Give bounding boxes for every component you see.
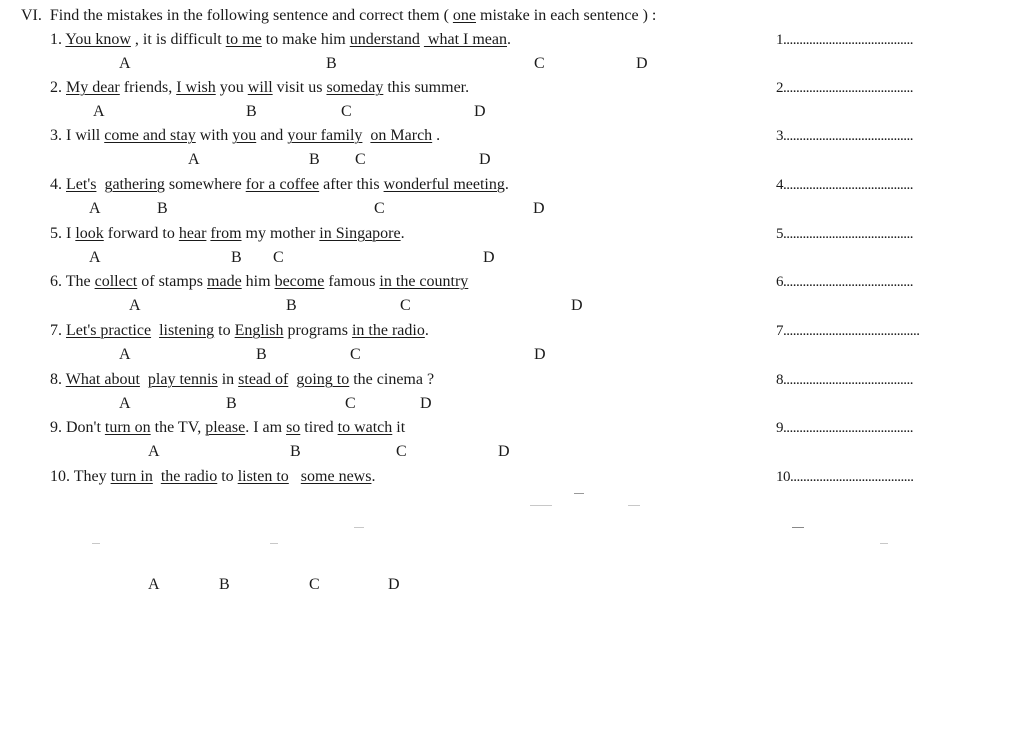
sentence-text: . xyxy=(400,225,405,242)
underlined-option: to watch xyxy=(337,419,393,436)
sentence-text: my mother xyxy=(241,225,320,242)
underlined-option: become xyxy=(274,273,325,290)
option-letter-d: D xyxy=(388,576,400,593)
sentence-text: with xyxy=(195,127,233,144)
underlined-option: you xyxy=(232,127,257,144)
answer-blank[interactable]: 10...................................... xyxy=(776,469,914,485)
sentence-text: . xyxy=(504,176,509,193)
sentence-text: . xyxy=(507,31,511,48)
scan-artifact xyxy=(270,543,278,544)
option-letter-c: C xyxy=(350,346,361,363)
sentence-text: forward to xyxy=(103,225,179,242)
answer-blank[interactable]: 6........................................ xyxy=(776,274,913,290)
sentence-text: friends, xyxy=(119,79,177,96)
option-letter-d: D xyxy=(498,443,510,460)
question-sentence xyxy=(50,128,440,144)
answer-blank[interactable]: 4........................................ xyxy=(776,177,913,193)
question-sentence xyxy=(50,226,405,242)
underlined-option: turn in xyxy=(110,468,153,485)
sentence-text xyxy=(151,322,159,339)
sentence-text: somewhere xyxy=(164,176,246,193)
answer-blank[interactable]: 8........................................ xyxy=(776,372,913,388)
underlined-option: Let's practice xyxy=(66,322,152,339)
heading-text-after: mistake in each sentence ) : xyxy=(480,7,657,24)
heading-emph: one xyxy=(452,7,476,24)
underlined-option: turn on xyxy=(104,419,151,436)
option-letter-b: B xyxy=(231,249,242,266)
option-letter-c: C xyxy=(273,249,284,266)
sentence-text: . xyxy=(371,468,376,485)
underlined-option: You know xyxy=(65,31,131,48)
sentence-text: this summer. xyxy=(383,79,470,96)
question-number: 9. xyxy=(50,419,62,436)
sentence-text: the TV, xyxy=(150,419,206,436)
sentence-text xyxy=(153,468,161,485)
option-letter-c: C xyxy=(341,103,352,120)
underlined-option: English xyxy=(234,322,284,339)
sentence-text: in xyxy=(217,371,239,388)
question-sentence xyxy=(50,372,434,388)
underlined-option: some news xyxy=(300,468,372,485)
option-letter-b: B xyxy=(290,443,301,460)
underlined-option: My dear xyxy=(66,79,120,96)
underlined-option: in the country xyxy=(379,273,469,290)
question-number: 3. xyxy=(50,127,62,144)
option-letter-b: B xyxy=(286,297,297,314)
underlined-option: made xyxy=(207,273,242,290)
option-letter-b: B xyxy=(256,346,267,363)
sentence-text: and xyxy=(256,127,288,144)
option-letter-b: B xyxy=(157,200,168,217)
sentence-text: to xyxy=(214,322,235,339)
sentence-text: it xyxy=(392,419,406,436)
option-letter-a: A xyxy=(89,249,101,266)
sentence-text: . xyxy=(424,322,429,339)
sentence-text: the cinema ? xyxy=(349,371,435,388)
sentence-text: . xyxy=(432,127,441,144)
answer-blank[interactable]: 2........................................ xyxy=(776,80,913,96)
underlined-option: from xyxy=(210,225,242,242)
underlined-option: stead of xyxy=(238,371,289,388)
question-number: 4. xyxy=(50,176,62,193)
underlined-option: play tennis xyxy=(147,371,218,388)
option-letter-b: B xyxy=(226,395,237,412)
sentence-text xyxy=(140,371,148,388)
question-sentence xyxy=(50,469,375,485)
sentence-text: after this xyxy=(319,176,384,193)
option-letter-b: B xyxy=(326,55,337,72)
question-number: 6. xyxy=(50,273,62,290)
underlined-option: look xyxy=(75,225,104,242)
option-letter-b: B xyxy=(246,103,257,120)
option-letter-b: B xyxy=(309,151,320,168)
underlined-option: on March xyxy=(370,127,433,144)
option-letter-d: D xyxy=(479,151,491,168)
underlined-option: come and stay xyxy=(104,127,196,144)
option-letter-a: A xyxy=(188,151,200,168)
question-sentence xyxy=(50,80,469,96)
underlined-option: will xyxy=(247,79,273,96)
underlined-option: listening xyxy=(159,322,215,339)
option-letter-c: C xyxy=(309,576,320,593)
option-letter-a: A xyxy=(148,576,160,593)
question-number: 7. xyxy=(50,322,62,339)
option-letter-d: D xyxy=(533,200,545,217)
question-number: 5. xyxy=(50,225,62,242)
option-letter-a: A xyxy=(129,297,141,314)
sentence-text: of stamps xyxy=(137,273,208,290)
answer-blank[interactable]: 3........................................ xyxy=(776,128,913,144)
underlined-option: gathering xyxy=(104,176,165,193)
option-letter-d: D xyxy=(483,249,495,266)
question-number: 8. xyxy=(50,371,62,388)
underlined-option: someday xyxy=(326,79,384,96)
option-letter-d: D xyxy=(571,297,583,314)
option-letter-a: A xyxy=(119,395,131,412)
option-letter-a: A xyxy=(119,346,131,363)
answer-blank[interactable]: 7.......................................... xyxy=(776,323,920,339)
sentence-text: to xyxy=(217,468,238,485)
underlined-option: going to xyxy=(296,371,350,388)
question-sentence xyxy=(50,32,511,48)
scan-artifact xyxy=(628,505,640,506)
question-number: 10. xyxy=(50,468,70,485)
sentence-text: They xyxy=(73,468,111,485)
exercise-number: VI. xyxy=(21,7,42,24)
option-letter-c: C xyxy=(355,151,366,168)
question-number: 2. xyxy=(50,79,62,96)
scan-artifact xyxy=(792,527,804,528)
option-letter-d: D xyxy=(534,346,546,363)
sentence-text: I xyxy=(66,225,76,242)
question-number: 1. xyxy=(50,31,62,48)
exercise-heading xyxy=(21,8,656,24)
underlined-option: hear xyxy=(178,225,207,242)
option-letter-a: A xyxy=(89,200,101,217)
sentence-text: I will xyxy=(66,127,105,144)
scan-artifact xyxy=(92,543,100,544)
answer-blank[interactable]: 5........................................ xyxy=(776,226,913,242)
underlined-option: the radio xyxy=(160,468,218,485)
sentence-text: tired xyxy=(300,419,338,436)
underlined-option: What about xyxy=(65,371,140,388)
underlined-option: please xyxy=(205,419,246,436)
question-sentence xyxy=(50,420,405,436)
sentence-text: visit us xyxy=(272,79,327,96)
underlined-option: I wish xyxy=(176,79,216,96)
sentence-text: him xyxy=(241,273,275,290)
option-letter-a: A xyxy=(148,443,160,460)
sentence-text: famous xyxy=(324,273,380,290)
underlined-option: in Singapore xyxy=(319,225,401,242)
sentence-text: . I am xyxy=(245,419,287,436)
underlined-option: wonderful meeting xyxy=(383,176,505,193)
underlined-option: in the radio xyxy=(351,322,425,339)
option-letter-a: A xyxy=(93,103,105,120)
answer-blank[interactable]: 9........................................ xyxy=(776,420,913,436)
scan-artifact xyxy=(530,505,552,506)
sentence-text xyxy=(289,468,301,485)
question-sentence xyxy=(50,323,429,339)
underlined-option: your family xyxy=(287,127,363,144)
sentence-text: to make him xyxy=(261,31,350,48)
option-letter-a: A xyxy=(119,55,131,72)
sentence-text: Don't xyxy=(66,419,105,436)
option-letter-c: C xyxy=(534,55,545,72)
underlined-option: to me xyxy=(225,31,262,48)
underlined-option: so xyxy=(286,419,301,436)
sentence-text: you xyxy=(215,79,248,96)
underlined-option: collect xyxy=(94,273,138,290)
heading-text-before: Find the mistakes in the following sentence and correct them ( xyxy=(49,7,449,24)
option-letter-d: D xyxy=(636,55,648,72)
question-sentence xyxy=(50,274,468,290)
sentence-text: programs xyxy=(283,322,352,339)
underlined-option: for a coffee xyxy=(245,176,320,193)
underlined-option: Let's xyxy=(66,176,97,193)
underlined-option: what I mean xyxy=(423,31,507,48)
option-letter-c: C xyxy=(345,395,356,412)
sentence-text: The xyxy=(65,273,95,290)
underlined-option: understand xyxy=(349,31,420,48)
option-letter-b: B xyxy=(219,576,230,593)
sentence-text: , it is difficult xyxy=(130,31,226,48)
question-sentence xyxy=(50,177,509,193)
scan-artifact xyxy=(354,527,364,528)
option-letter-c: C xyxy=(400,297,411,314)
scan-artifact xyxy=(880,543,888,544)
answer-blank[interactable]: 1........................................ xyxy=(776,32,913,48)
option-letter-c: C xyxy=(374,200,385,217)
option-letter-d: D xyxy=(420,395,432,412)
option-letter-d: D xyxy=(474,103,486,120)
underlined-option: listen to xyxy=(237,468,289,485)
scan-artifact xyxy=(574,493,584,494)
option-letter-c: C xyxy=(396,443,407,460)
